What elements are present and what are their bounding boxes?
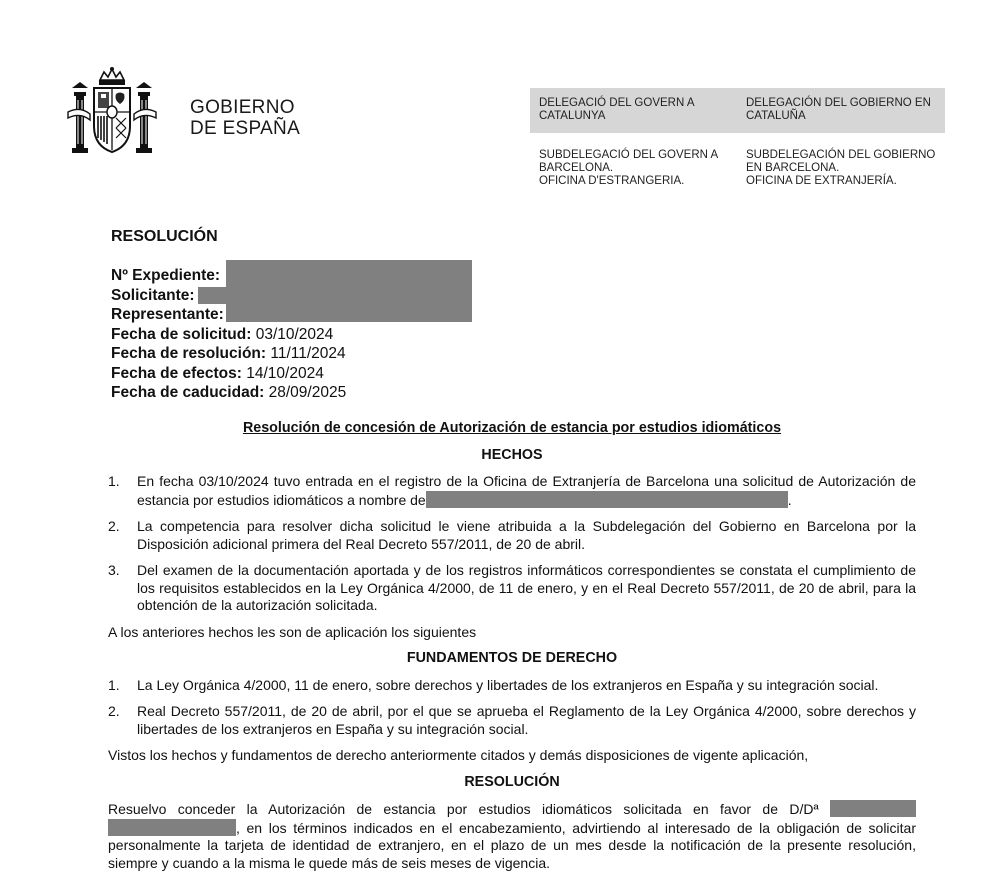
resolucion-text: Resuelvo conceder la Autorización de estancia por estudios idiomáticos solicitada en favor de D/Dª , en los términos indicados en el encabezamiento, advirtiendo al interesado de la obligación de solicitar personalmente la tarjeta de identidad de extranjero, en el plazo de un mes desde la notificación de la presente resolución, siempre y cuando a la misma le quede más de seis meses de vigencia. [108, 801, 916, 871]
list-item: 2. La competencia para resolver dicha solicitud le viene atribuida a la Subdelegación del Gobierno en Barcelona por la Disposición adicional primera del Real Decreto 557/2011, de 20 de abril. [108, 518, 916, 552]
gov-line-1: GOBIERNO [190, 97, 295, 118]
hechos-title: HECHOS [481, 446, 543, 463]
fundamentos-title: FUNDAMENTOS DE DERECHO [406, 650, 618, 666]
subdelegation-spanish: SUBDELEGACIÓN DEL GOBIERNO EN BARCELONA. OFICINA DE EXTRANJERÍA. [746, 149, 936, 187]
list-item: 3. Del examen de la documentación aportada y de los registros informáticos correspondientes se constata el cumplimiento de los requisitos establecidos en la Ley Orgánica 4/2000, de 11 de enero, y en el Real Decreto 557/2011, de 20 de abril, para la obtención de la autorización solicitada. [108, 562, 916, 613]
redaction-block [198, 287, 228, 304]
redaction-block [426, 491, 788, 508]
vistos-text: Vistos los hechos y fundamentos de derecho anteriormente citados y demás disposiciones de vigente aplicación, [108, 747, 809, 763]
coat-of-arms-icon [66, 66, 158, 162]
subdelegation-catalan: SUBDELEGACIÓ DEL GOVERN A BARCELONA. OFICINA D'ESTRANGERIA. [539, 149, 719, 187]
field-fecha-efectos: Fecha de efectos: 14/10/2024 [111, 364, 324, 382]
list-item: 1. En fecha 03/10/2024 tuvo entrada en el registro de la Oficina de Extranjería de Barcelona una solicitud de Autorización de estancia por estudios idiomáticos a nombre de . [108, 473, 916, 508]
government-name [190, 97, 300, 139]
hechos-after-text: A los anteriores hechos les son de aplicación los siguientes [108, 623, 477, 640]
delegation-catalan: DELEGACIÓ DEL GOVERN A CATALUNYA [539, 97, 695, 122]
list-item: 1. La Ley Orgánica 4/2000, 11 de enero, sobre derechos y libertades de los extranjeros en España y su integración social. [108, 676, 879, 693]
document-title: RESOLUCIÓN [111, 228, 218, 245]
list-item: 2. Real Decreto 557/2011, de 20 de abril, por el que se aprueba el Reglamento de la Ley Orgánica 4/2000, sobre derechos y libertades de los extranjeros en España y su integración social. [108, 703, 916, 737]
field-representante: Representante: [111, 306, 224, 323]
fundamentos-list [108, 677, 916, 739]
main-title: Resolución de concesión de Autorización de estancia por estudios idiomáticos [242, 420, 782, 436]
resolucion-title: RESOLUCIÓN [464, 773, 560, 790]
hechos-list [108, 473, 916, 615]
field-fecha-solicitud: Fecha de solicitud: 03/10/2024 [111, 325, 334, 343]
delegation-spanish: DELEGACIÓN DEL GOBIERNO EN CATALUÑA [746, 97, 931, 122]
resolution-body [108, 420, 916, 881]
field-expediente: Nº Expediente: [111, 267, 221, 284]
field-solicitante: Solicitante: [111, 286, 195, 304]
redaction-block [226, 260, 472, 322]
gov-line-2: DE ESPAÑA [190, 118, 301, 139]
field-fecha-caducidad: Fecha de caducidad: 28/09/2025 [111, 384, 347, 401]
field-fecha-resolucion: Fecha de resolución: 11/11/2024 [111, 345, 346, 362]
redaction-block [830, 800, 916, 817]
redaction-block [108, 819, 236, 836]
